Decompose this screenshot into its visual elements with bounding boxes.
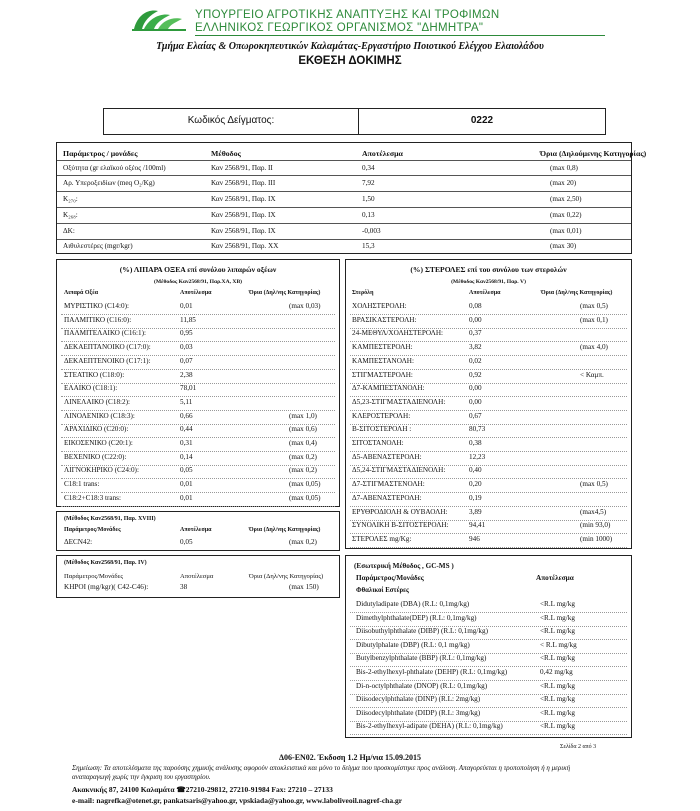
header-rule	[195, 35, 605, 36]
header-result: Αποτέλεσμα	[180, 527, 212, 533]
sterol-name: ΒΡΑΣΙΚΑΣΤΕΡΟΛΗ:	[352, 315, 417, 324]
sterol-name: ΣΙΤΟΣΤΑΝΟΛΗ:	[352, 439, 404, 447]
fatty-acids-header	[57, 288, 339, 299]
fatty-acid-limit: (max 0,05)	[289, 493, 321, 502]
table-row	[57, 582, 339, 593]
sterol-name: Δ5,24-ΣΤΙΓΜΑΣΤΑΔΙΕΝΟΛΗ:	[352, 466, 446, 475]
table-row	[57, 226, 631, 237]
fatty-acid-name: ΛΙΝΕΛΑΙΚΟ (C18:2):	[64, 397, 131, 406]
ecn42-method: (Μέθοδος Καν2568/91, Παρ. XVIII)	[64, 516, 156, 522]
header-limit: Όρια (Δηλ/νης Κατηγορίας)	[249, 527, 321, 533]
sterol-limit: (max 0,1)	[580, 315, 608, 324]
param-limit: (max 2,50)	[550, 195, 582, 203]
param-method: Καν 2568/91, Παρ. XX	[211, 242, 279, 250]
param-name: ΚΗΡΟΙ (mg/kgr)( C42-C46):	[64, 583, 149, 591]
param-name: K₂₇₀:	[63, 195, 78, 203]
sterol-result: 0,00	[469, 384, 482, 393]
table-row	[57, 194, 631, 205]
sterol-result: 0,38	[469, 439, 482, 447]
sample-code-label: Κωδικός Δείγματος:	[187, 115, 275, 126]
sterol-name: ΣΤΕΡΟΛΕΣ mg/Kg:	[352, 534, 412, 543]
table-row	[346, 599, 631, 610]
table-row	[57, 479, 339, 490]
table-row	[346, 507, 631, 518]
fatty-acid-name: ΛΙΓΝΟΚΗΡΙΚΟ (C24:0):	[64, 466, 139, 475]
param-limit: (max 30)	[550, 242, 577, 250]
row-divider	[350, 734, 627, 735]
param-result: 0,05	[180, 538, 193, 546]
param-name: Αρ. Υπεροξειδίων (meq O₂/Kg)	[63, 179, 155, 187]
phthalate-result: < R.L mg/kg	[540, 640, 577, 649]
phthalate-name: Bis-2-ethylhexyl-phthalate (DEHP) (R.L: 0,1mg/kg)	[356, 668, 508, 676]
fatty-acid-result: 0,01	[180, 493, 193, 502]
fatty-acid-name: ΔΕΚΑΕΠΤΑΝΟΙΚΟ (C17:0):	[64, 343, 151, 352]
sterol-limit: (max 0,5)	[580, 302, 608, 310]
divider	[57, 160, 631, 161]
header-name: Λιπαρά Οξέα	[64, 290, 99, 296]
phthalate-result: <R.L mg/kg	[540, 613, 575, 622]
sterol-name: Δ7-ΑΒΕΝΑΣΤΕΡΟΛΗ:	[352, 493, 422, 502]
table-row	[57, 178, 631, 189]
phthalates-method: (Εσωτερική Μέθοδος , GC-MS )	[354, 562, 454, 570]
phthalate-name: Butylbenzylphthalate (BBP) (R.L: 0,1mg/kg)	[356, 654, 487, 663]
ecn42-box	[56, 511, 340, 551]
fatty-acid-limit: (max 1,0)	[289, 411, 317, 420]
sterol-result: 0,37	[469, 329, 482, 338]
fatty-acid-limit: (max 0,2)	[289, 466, 317, 475]
param-method: Καν 2568/91, Παρ. III	[211, 179, 276, 187]
param-limit: (max 0,22)	[550, 211, 582, 219]
fatty-acid-result: 0,03	[180, 343, 193, 352]
fatty-acid-name: ΠΑΛΜΙΤΙΚΟ (C16:0):	[64, 315, 132, 324]
logo	[128, 5, 190, 33]
fatty-acid-result: 78,01	[180, 384, 197, 393]
sterol-name: ΣΥΝΟΛΙΚΗ Β-ΣΙΤΟΣΤΕΡΟΛΗ:	[352, 521, 449, 530]
phthalate-name: Di-n-octylphthalate (DNOP) (R.L: 0,1mg/kg)	[356, 681, 488, 690]
divider	[57, 223, 631, 224]
sterol-result: 80,73	[469, 425, 486, 434]
fatty-acid-result: 0,01	[180, 302, 193, 310]
sterol-result: 0,19	[469, 493, 482, 502]
table-row	[346, 315, 631, 326]
table-row	[57, 537, 339, 548]
table-row	[346, 383, 631, 394]
table-row	[346, 370, 631, 381]
fatty-acids-title: (%) ΛΙΠΑΡΑ ΟΞΕΑ επί συνόλου λιπαρών οξέων	[119, 265, 277, 274]
table-row	[346, 708, 631, 719]
table-row	[346, 493, 631, 504]
sterol-limit: (max 4,0)	[580, 343, 608, 352]
fatty-acid-name: ΛΙΝΟΛΕΝΙΚΟ (C18:3):	[64, 411, 135, 420]
sterol-limit: (max 0,5)	[580, 480, 608, 489]
row-divider	[61, 506, 335, 507]
fatty-acid-limit: (max 0,6)	[289, 425, 317, 434]
sterol-name: Δ5,23-ΣΤΙΓΜΑΣΤΑΔΙΕΝΟΛΗ:	[352, 397, 446, 406]
fatty-acid-name: ΑΡΑΧΙΔΙΚΟ (C20:0):	[64, 425, 129, 434]
sterol-result: 0,00	[469, 397, 482, 406]
sterol-result: 0,92	[469, 370, 482, 379]
fatty-acids-subtitle: (Μέθοδος Καν2568/91, Παρ.ΧΑ, ΧΒ)	[153, 279, 243, 285]
table-row	[57, 356, 339, 367]
table-row	[346, 301, 631, 312]
param-limit: (max 20)	[550, 179, 577, 187]
header-result: Αποτέλεσμα	[180, 290, 212, 296]
sterol-result: 0,08	[469, 302, 482, 310]
phthalate-result: <R.L mg/kg	[540, 600, 575, 608]
phthalate-name: Bis-2-ethylhexyl-adipate (DEHA) (R.L: 0,1mg/kg)	[356, 722, 503, 731]
param-method: Καν 2568/91, Παρ. IX	[211, 195, 276, 203]
table-row	[57, 301, 339, 312]
table-row	[346, 342, 631, 353]
table-row	[57, 411, 339, 422]
header-name: Στερόλη	[352, 290, 374, 296]
department: Τμήμα Ελαίας & Οπωροκηπευτικών Καλαμάτας-Εργαστήριο Ποιοτικού Ελέγχου Ελαιολάδου	[156, 41, 544, 52]
fatty-acid-result: 11,85	[180, 315, 196, 324]
phthalate-name: Didutyladipate (DBA) (R.L: 0,1mg/kg)	[356, 600, 470, 608]
sterol-limit: (min 1000)	[580, 534, 613, 543]
fatty-acid-limit: (max 0,05)	[289, 480, 321, 489]
sterols-subtitle: (Μέθοδος Καν2568/91, Παρ. V)	[451, 279, 526, 285]
sterol-limit: (min 93,0)	[580, 521, 611, 530]
table-row	[346, 681, 631, 692]
sterol-result: 946	[469, 534, 480, 543]
fatty-acid-name: ΣΤΕΑΤΙΚΟ (C18:0):	[64, 370, 125, 379]
fatty-acid-result: 0,31	[180, 439, 193, 447]
param-name: K₂₆₈:	[63, 211, 78, 219]
header-result: Αποτέλεσμα	[536, 574, 574, 582]
table-row	[346, 356, 631, 367]
header-param: Παράμετρος/Μονάδες	[64, 573, 124, 580]
table-row	[57, 397, 339, 408]
header-limit: Όρια (Δηλούμενης Κατηγορίας)	[540, 149, 647, 158]
param-limit: (max 150)	[289, 583, 319, 591]
sterol-name: Δ7-ΚΑΜΠΕΣΤΑΝΟΛΗ:	[352, 384, 425, 393]
table-row	[57, 163, 631, 174]
sterol-result: 0,40	[469, 466, 482, 475]
divider	[57, 207, 631, 208]
header-result: Αποτέλεσμα	[362, 149, 403, 158]
param-limit: (max 0,2)	[289, 538, 317, 546]
param-method: Καν 2568/91, Παρ. IX	[211, 227, 276, 235]
sterols-box	[345, 259, 632, 549]
table-row	[346, 653, 631, 664]
table-row	[346, 397, 631, 408]
doc-code: Δ06-ΕΝ02. Έκδοση 1.2 Ημ/νια 15.09.2015	[279, 753, 421, 762]
phthalate-result: <R.L mg/kg	[540, 695, 575, 704]
fatty-acid-name: ΒΕΧΕΝΙΚΟ (C22:0):	[64, 452, 127, 461]
footer-emails: e-mail: nagrefka@otenet.gr, pankatsaris@yahoo.gr, vpskiada@yahoo.gr, www.laboliveoil.nagref-cha.gr	[72, 796, 403, 805]
param-name: Οξύτητα (gr ελαϊκού οξέος /100ml)	[63, 164, 166, 172]
header-method: Μέθοδος	[211, 149, 241, 158]
table-row	[57, 342, 339, 353]
phthalate-result: <R.L mg/kg	[540, 708, 575, 717]
header-limit: Όρια (Δηλ/νης Κατηγορίας)	[541, 290, 613, 296]
table-row	[346, 452, 631, 463]
table-row	[57, 210, 631, 221]
phthalate-name: Diisodecylphthalate (DINP) (R.L: 2mg/kg)	[356, 695, 481, 704]
fatty-acid-name: ΠΑΛΜΙΤΕΛΑΙΚΟ (C16:1):	[64, 329, 146, 338]
fatty-acid-result: 0,01	[180, 480, 193, 489]
table-row	[346, 328, 631, 339]
table-row	[57, 493, 339, 504]
sterol-name: ΧΟΛΗΣΤΕΡΟΛΗ:	[352, 302, 407, 310]
table-row	[346, 721, 631, 732]
sterol-name: ΚΑΜΠΕΣΤΕΡΟΛΗ:	[352, 343, 413, 352]
table-row	[57, 241, 631, 252]
header-limit: Όρια (Δηλ/νης Κατηγορίας)	[249, 290, 321, 296]
phthalate-result: <R.L mg/kg	[540, 681, 575, 690]
sterol-result: 3,89	[469, 507, 482, 516]
sample-code-box	[103, 108, 606, 135]
sterol-result: 0,00	[469, 315, 482, 324]
fatty-acid-result: 2,38	[180, 370, 193, 379]
sterol-result: 0,02	[469, 356, 482, 365]
phthalates-group: Φθαλικοί Εστέρες	[356, 587, 409, 594]
sterol-result: 0,20	[469, 480, 482, 489]
table-row	[57, 465, 339, 476]
parameters-box	[56, 142, 647, 254]
param-result: 0,34	[362, 164, 375, 172]
divider	[57, 191, 631, 192]
sample-code-value: 0222	[470, 115, 494, 126]
sterol-name: ΚΛΕΡΟΣΤΕΡΟΛΗ:	[352, 411, 411, 420]
sterol-result: 12,23	[469, 452, 486, 461]
phthalate-result: <R.L mg/kg	[540, 627, 575, 636]
fatty-acid-result: 0,95	[180, 329, 193, 338]
fatty-acid-limit: (max 0,4)	[289, 439, 317, 447]
fatty-acid-limit: (max 0,2)	[289, 452, 317, 461]
param-result: 0,13	[362, 211, 375, 219]
phthalate-name: Diisodecylphthalate (DIDP) (R.L: 3mg/kg)	[356, 708, 481, 717]
fatty-acid-name: ΜΥΡΙΣΤΙΚΟ (C14:0):	[64, 302, 129, 310]
param-limit: (max 0,8)	[550, 164, 578, 172]
table-row	[346, 479, 631, 490]
sterol-name: ΕΡΥΘΡΟΔΙΟΛΗ & ΟΥΒΑΟΛΗ:	[352, 507, 448, 516]
fatty-acid-result: 0,66	[180, 411, 193, 420]
fatty-acid-result: 5,11	[180, 397, 193, 406]
param-result: -0,003	[362, 227, 381, 235]
table-row	[346, 411, 631, 422]
sterol-name: ΚΑΜΠΕΣΤΑΝΟΛΗ:	[352, 356, 414, 365]
table-row	[346, 534, 631, 545]
header-param: Παράμετρος/Μονάδες	[64, 527, 121, 533]
sterol-name: 24-ΜΕΘΥΛ/ΧΟΛΗΣΤΕΡΟΛΗ:	[352, 329, 444, 338]
ecn42-header	[57, 525, 339, 536]
fatty-acid-result: 0,07	[180, 356, 193, 365]
row-divider	[350, 547, 627, 548]
phthalate-result: <R.L mg/kg	[540, 654, 575, 663]
fatty-acid-result: 0,05	[180, 466, 193, 475]
param-name: ΔK:	[63, 227, 75, 235]
footer-address: Ακακνικής 87, 24100 Καλαμάτα ☎27210-29812, 27210-91984 Fax: 27210 – 27133	[72, 785, 333, 794]
header-param: Παράμετρος / μονάδες	[63, 149, 138, 158]
parameters-header	[57, 148, 647, 159]
fatty-acid-limit: (max 0,03)	[289, 302, 321, 310]
report-title: ΕΚΘΕΣΗ ΔΟΚΙΜΗΣ	[298, 55, 402, 67]
fatty-acid-name: C18:2+C18:3 trans:	[64, 493, 121, 502]
sterols-title: (%) ΣΤΕΡΟΛΕΣ επί του συνόλου των στερολών	[410, 265, 567, 274]
header-result: Αποτέλεσμα	[469, 290, 501, 296]
param-limit: (max 0,01)	[550, 227, 582, 235]
table-row	[57, 328, 339, 339]
fatty-acid-name: ΕΙΚΟΣΕΝΙΚΟ (C20:1):	[64, 439, 133, 447]
sterol-result: 94,41	[469, 521, 486, 530]
param-result: 38	[180, 583, 188, 591]
table-row	[346, 438, 631, 449]
param-method: Καν 2568/91, Παρ. IX	[211, 211, 276, 219]
footer-note: Σημείωση: Τα αποτελέσματα της παρούσης χημικής ανάλυσης αφορούν αποκλειστικά και μόνο το δείγμα που προσκομίστηκε προς ανάλυση. Απαγορεύεται η τροποποίηση ή η μερική αναπαραγωγή χωρίς την έγκριση του εργαστηρίου.	[72, 764, 571, 781]
sterol-limit: < Καμπ.	[580, 370, 604, 379]
table-row	[346, 613, 631, 624]
sterol-name: Δ7-ΣΤΙΓΜΑΣΤΕΝΟΛΗ:	[352, 480, 425, 489]
fatty-acids-box	[56, 259, 340, 507]
ministry-line-2: ΕΛΛΗΝΙΚΟΣ ΓΕΩΡΓΙΚΟΣ ΟΡΓΑΝΙΣΜΟΣ "ΔΗΜΗΤΡΑ"	[195, 22, 484, 34]
table-row	[346, 694, 631, 705]
header-result: Αποτέλεσμα	[180, 573, 214, 580]
param-name: ΔECN42:	[64, 538, 93, 546]
param-method: Καν 2568/91, Παρ. II	[211, 164, 273, 172]
param-name: Αιθυλεστέρες (mgr/kgr)	[63, 242, 133, 250]
sterol-name: ΣΤΙΓΜΑΣΤΕΡΟΛΗ:	[352, 370, 413, 379]
table-row	[57, 424, 339, 435]
divider	[57, 239, 631, 240]
header-limit: Όρια (Δηλ/νης Κατηγορίας)	[249, 573, 324, 580]
fatty-acid-name: ΕΛΑΙΚΟ (C18:1):	[64, 384, 118, 393]
page-number: Σελίδα 2 από 3	[560, 744, 597, 750]
fatty-acid-name: C18:1 trans:	[64, 480, 100, 489]
table-row	[57, 370, 339, 381]
waxes-method: (Μέθοδος Καν2568/91, Παρ. IV)	[64, 560, 147, 566]
sterol-name: Δ5-ΑΒΕΝΑΣΤΕΡΟΛΗ:	[352, 452, 422, 461]
fatty-acid-result: 0,14	[180, 452, 193, 461]
sterol-result: 3,82	[469, 343, 482, 352]
phthalate-name: Dibutylphalate (DBP) (R.L: 0,1 mg/kg)	[356, 640, 470, 649]
waxes-header	[57, 571, 339, 582]
sterol-name: Β-ΣΙΤΟΣΤΕΡΟΛΗ :	[352, 425, 412, 434]
waxes-box	[56, 555, 340, 598]
divider	[57, 175, 631, 176]
param-result: 7,92	[362, 179, 375, 187]
header-param: Παράμετρος/Μονάδες	[356, 574, 424, 582]
table-row	[57, 383, 339, 394]
param-result: 15,3	[362, 242, 375, 250]
phthalate-result: <R.L mg/kg	[540, 722, 575, 731]
table-row	[346, 520, 631, 531]
sterol-result: 0,67	[469, 411, 482, 420]
table-row	[346, 626, 631, 637]
table-row	[57, 315, 339, 326]
fatty-acid-result: 0,44	[180, 425, 193, 434]
phthalates-header	[346, 573, 631, 584]
param-result: 1,50	[362, 195, 375, 203]
table-row	[346, 424, 631, 435]
table-row	[57, 452, 339, 463]
ministry-line-1: ΥΠΟΥΡΓΕΙΟ ΑΓΡΟΤΙΚΗΣ ΑΝΑΠΤΥΞΗΣ ΚΑΙ ΤΡΟΦΙΜΩΝ	[195, 9, 500, 21]
sterols-header	[346, 288, 631, 299]
phthalates-box	[345, 555, 632, 738]
phthalate-result: 0,42 mg/kg	[540, 668, 573, 676]
table-row	[346, 640, 631, 651]
fatty-acid-name: ΔΕΚΑΕΠΤΕΝΟΙΚΟ (C17:1):	[64, 356, 151, 365]
phthalate-name: Diisobuthylphthalate (DIBP) (R.L: 0,1mg/kg)	[356, 627, 488, 636]
table-row	[346, 465, 631, 476]
sterol-limit: (max4,5)	[580, 507, 607, 516]
table-row	[346, 667, 631, 678]
phthalate-name: Dimethylphthalate(DEP) (R.L: 0,1mg/kg)	[356, 613, 477, 622]
table-row	[57, 438, 339, 449]
